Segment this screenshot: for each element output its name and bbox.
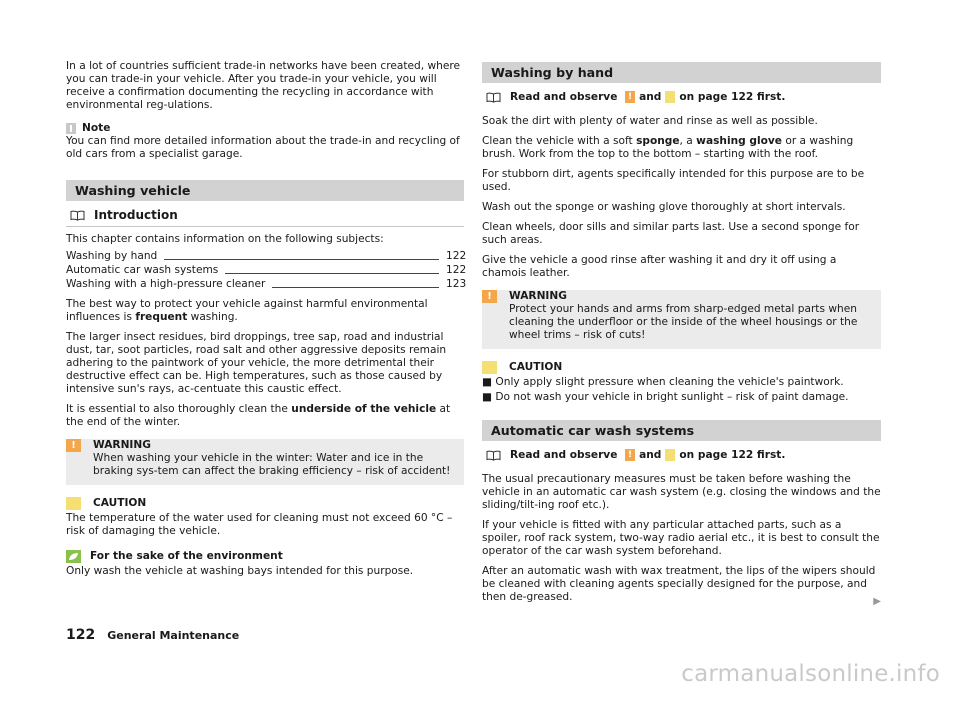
warning-header xyxy=(66,439,464,452)
watermark: carmanualsonline.info xyxy=(681,661,940,687)
toc-page[interactable]: 122 xyxy=(446,264,467,276)
caution-title: CAUTION xyxy=(509,361,563,373)
toc-list xyxy=(66,249,467,291)
paragraph-stubborn: For stubborn dirt, agents specifically intended for this purpose are to be used. xyxy=(482,168,865,193)
warning-icon[interactable]: ! xyxy=(625,91,635,103)
toc-label[interactable]: Washing with a high-pressure cleaner xyxy=(66,278,266,290)
paragraph-auto-precautions: The usual precautionary measures must be taken before washing the vehicle in an automatic car wash system (e.g. closing the windows and the sliding/tilt-ing roof etc.). xyxy=(482,473,881,511)
read-text xyxy=(510,91,785,104)
paragraph-soak: Soak the dirt with plenty of water and rinse as well as possible. xyxy=(482,115,818,127)
section-title-automatic-car-wash: Automatic car wash systems xyxy=(482,420,881,441)
note-title: Note xyxy=(82,122,111,134)
caution-icon[interactable] xyxy=(665,449,675,461)
paragraph-underside xyxy=(66,403,464,429)
paragraph-auto-wax: After an automatic wash with wax treatment, the lips of the wipers should be cleaned with cleaning agents specially designed for the purpose, and then de-greased. xyxy=(482,565,876,603)
paragraph-auto-attached-parts: If your vehicle is fitted with any particular attached parts, such as a spoiler, roof rack system, two-way radio aerial etc., it is best to consult the operator of the car wash system beforehand. xyxy=(482,519,880,557)
text-run: and xyxy=(639,91,662,103)
paragraph-wheels: Clean wheels, door sills and similar parts last. Use a second sponge for such areas. xyxy=(482,221,860,246)
book-icon xyxy=(486,450,501,461)
text-run: at the end of the winter. xyxy=(66,403,451,428)
read-and-observe xyxy=(486,91,881,104)
toc-intro: This chapter contains information on the following subjects: xyxy=(66,233,384,245)
emphasis: underside of the vehicle xyxy=(291,403,437,415)
paragraph-rinse: Give the vehicle a good rinse after washing it and dry it off using a chamois leather. xyxy=(482,254,837,279)
note-icon xyxy=(66,123,76,134)
book-icon xyxy=(70,210,85,221)
emphasis: washing glove xyxy=(696,135,782,147)
warning-icon: ! xyxy=(66,439,81,452)
text-run: or a washing brush. Work from the top to the bottom – starting with the roof. xyxy=(482,135,854,160)
book-icon xyxy=(486,92,501,103)
paragraph-protect xyxy=(66,298,464,324)
environment-header xyxy=(66,550,464,563)
emphasis: frequent xyxy=(135,311,188,323)
toc-page[interactable]: 122 xyxy=(446,250,467,262)
text-run: Clean the vehicle with a soft xyxy=(482,135,637,147)
paragraph-washout: Wash out the sponge or washing glove thoroughly at short intervals. xyxy=(482,201,846,213)
toc-label[interactable]: Automatic car wash systems xyxy=(66,264,219,276)
warning-text: Protect your hands and arms from sharp-edged metal parts when cleaning the underfloor or the inside of the wheel housings or the wheel trims – risk of cuts! xyxy=(509,303,858,341)
text-run: It is essential to also thoroughly clean the xyxy=(66,403,292,415)
toc-leader xyxy=(272,287,439,288)
footer-section-title: General Maintenance xyxy=(107,629,240,642)
text-run: washing. xyxy=(187,311,238,323)
right-column xyxy=(482,60,881,611)
caution-header xyxy=(482,361,881,374)
toc-leader xyxy=(164,259,439,260)
intro-paragraph: In a lot of countries sufficient trade-in networks have been created, where you can trade-in your vehicle. After you trade-in your vehicle, you will receive a confirmation documenting the recycling in accordance with environmental reg-ulations. xyxy=(66,60,461,111)
toc-leader xyxy=(225,273,439,274)
read-text xyxy=(510,449,785,462)
page-footer xyxy=(66,629,239,642)
emphasis: sponge xyxy=(636,135,680,147)
text-run: on page 122 first. xyxy=(679,449,786,461)
note-header xyxy=(66,122,464,135)
text-run: on page 122 first. xyxy=(679,91,786,103)
text-run: , a xyxy=(679,135,697,147)
continue-arrow-icon: ▶ xyxy=(873,596,881,607)
section-title-washing-by-hand: Washing by hand xyxy=(482,62,881,83)
toc-row[interactable] xyxy=(66,277,467,291)
subsection-header xyxy=(66,209,464,227)
section-title-washing-vehicle: Washing vehicle xyxy=(66,180,464,201)
caution-icon xyxy=(66,497,81,510)
toc-page[interactable]: 123 xyxy=(446,278,467,290)
note-text: You can find more detailed information about the trade-in and recycling of old cars from a specialist garage. xyxy=(66,135,460,160)
text-run: and xyxy=(639,449,662,461)
caution-header xyxy=(66,497,464,510)
warning-icon: ! xyxy=(482,290,497,303)
read-and-observe xyxy=(486,449,881,462)
toc-label[interactable]: Washing by hand xyxy=(66,250,158,262)
toc-row[interactable] xyxy=(66,249,467,263)
environment-title: For the sake of the environment xyxy=(90,550,283,562)
caution-text: The temperature of the water used for cleaning must not exceed 60 °C – risk of damaging the vehicle. xyxy=(66,512,453,537)
left-column xyxy=(66,60,467,585)
caution-icon xyxy=(482,361,497,374)
toc-row[interactable] xyxy=(66,263,467,277)
warning-box xyxy=(482,290,881,349)
caution-bullet: ■ Do not wash your vehicle in bright sunlight – risk of paint damage. xyxy=(482,391,849,403)
text-run: Do not wash your vehicle in bright sunlight – risk of paint damage. xyxy=(495,391,849,403)
text-run: The best way to protect your vehicle against harmful environmental influences is xyxy=(66,298,428,323)
caution-bullet: ■ Only apply slight pressure when cleaning the vehicle's paintwork. xyxy=(482,376,844,388)
paragraph-clean xyxy=(482,135,881,161)
warning-header xyxy=(482,290,881,303)
paragraph-residues: The larger insect residues, bird droppings, tree sap, road and industrial dust, tar, soot particles, road salt and other aggressive deposits remain adhering to the paintwork of your vehicle, the more detrimental their destructive effect can be. High temperatures, such as those caused by intensive sun's rays, ac-centuate this caustic effect. xyxy=(66,331,447,395)
leaf-icon xyxy=(66,550,81,563)
text-run: Only apply slight pressure when cleaning the vehicle's paintwork. xyxy=(495,376,844,388)
environment-text: Only wash the vehicle at washing bays intended for this purpose. xyxy=(66,565,414,577)
caution-icon[interactable] xyxy=(665,91,675,103)
text-run: Read and observe xyxy=(510,91,618,103)
warning-icon[interactable]: ! xyxy=(625,449,635,461)
subsection-title: Introduction xyxy=(94,208,178,222)
text-run: Read and observe xyxy=(510,449,618,461)
warning-title: WARNING xyxy=(93,439,151,451)
warning-box xyxy=(66,439,464,485)
warning-text: When washing your vehicle in the winter: Water and ice in the braking sys-tem can affect the braking efficiency – risk of accident! xyxy=(93,452,451,477)
page-number: 122 xyxy=(66,627,96,643)
warning-title: WARNING xyxy=(509,290,567,302)
caution-title: CAUTION xyxy=(93,497,147,509)
